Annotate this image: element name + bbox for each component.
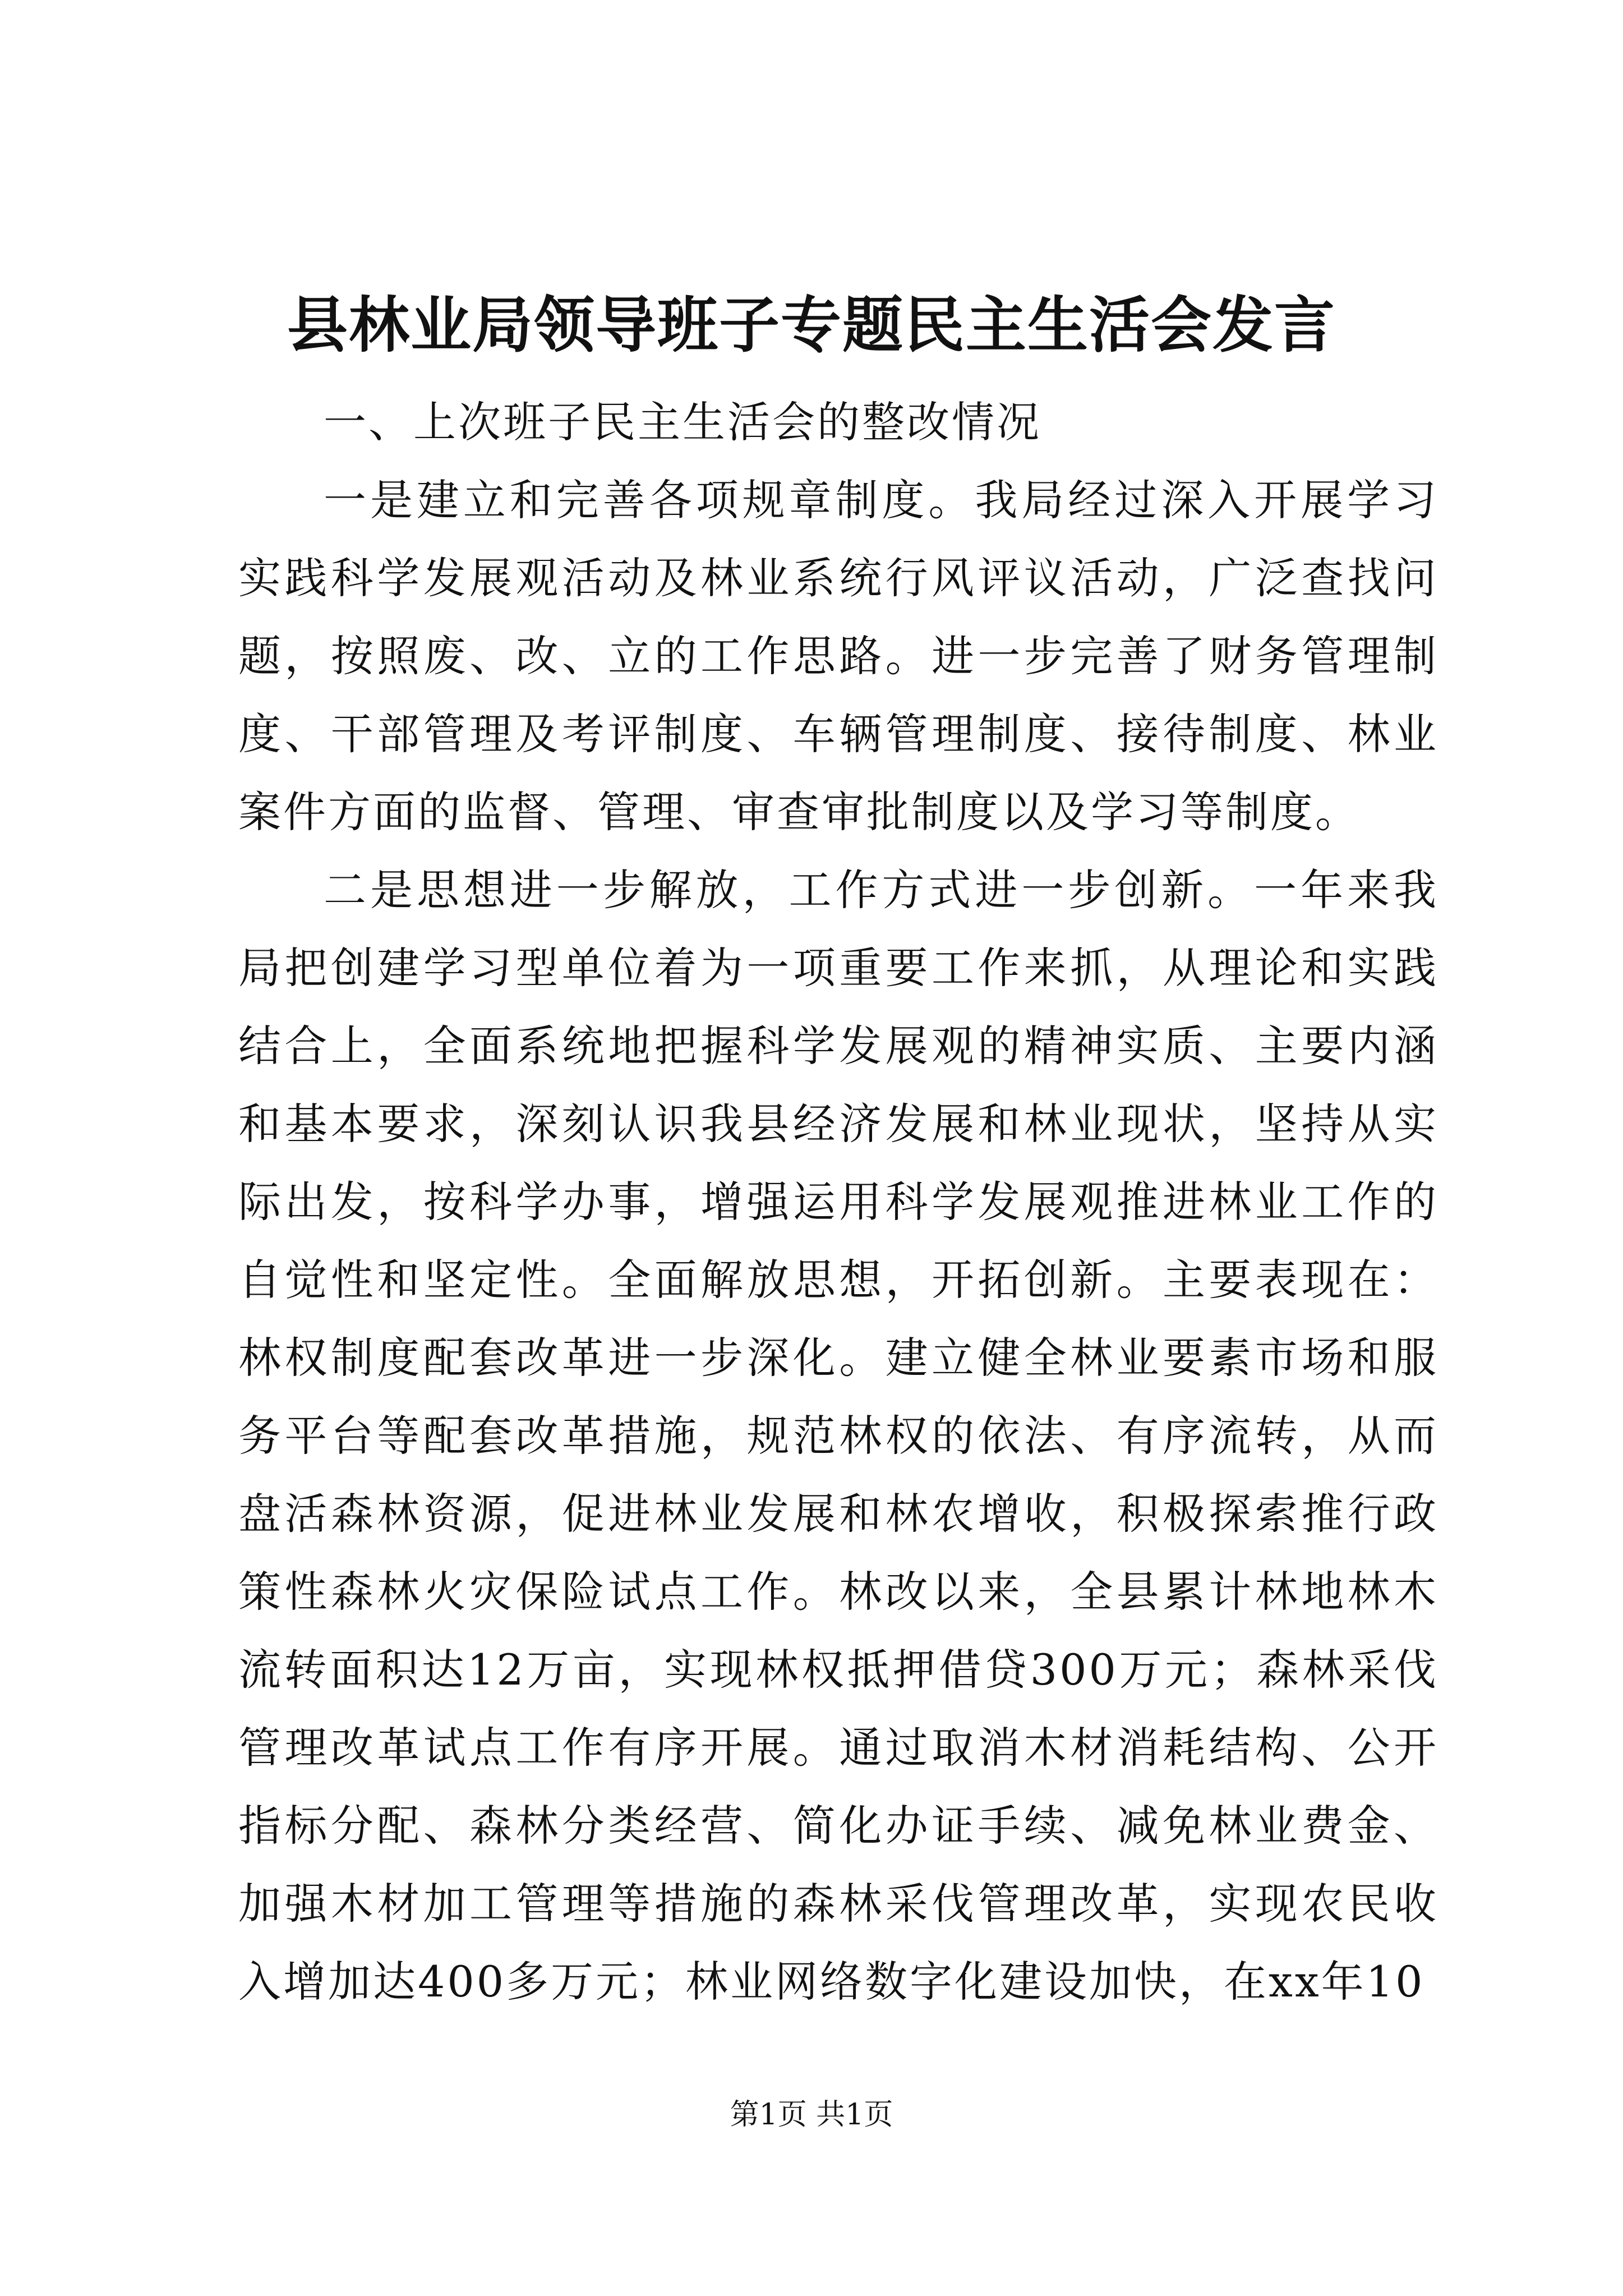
paragraph-1: 一是建立和完善各项规章制度。我局经过深入开展学习实践科学发展观活动及林业系统行风评议活动，广泛查找问题，按照废、改、立的工作思路。进一步完善了财务管理制度、干部管理及考评制度、车辆管理制度、接待制度、林业案件方面的监督、管理、审查审批制度以及学习等制度。 [238,475,1438,837]
document-body [238,383,1438,2021]
page-footer: 第1页 共1页 [730,2098,893,2132]
page-title: 县林业局领导班子专题民主生活会发言 [287,290,1336,361]
section-heading: 一、上次班子民主生活会的整改情况 [324,397,1041,447]
paragraph-2: 二是思想进一步解放，工作方式进一步创新。一年来我局把创建学习型单位着为一项重要工作来抓，从理论和实践结合上，全面系统地把握科学发展观的精神实质、主要内涵和基本要求，深刻认识我县经济发展和林业现状，坚持从实际出发，按科学办事，增强运用科学发展观推进林业工作的自觉性和坚定性。全面解放思想，开拓创新。主要表现在：林权制度配套改革进一步深化。建立健全林业要素市场和服务平台等配套改革措施，规范林权的依法、有序流转，从而盘活森林资源，促进林业发展和林农增收，积极探索推行政策性森林火灾保险试点工作。林改以来，全县累计林地林木流转面积达12万亩，实现林权抵押借贷300万元；森林采伐管理改革试点工作有序开展。通过取消木材消耗结构、公开指标分配、森林分类经营、简化办证手续、减免林业费金、加强木材加工管理等措施的森林采伐管理改革，实现农民收入增加达400多万元；林业网络数字化建设加快，在xx年10 [238,865,1438,2007]
